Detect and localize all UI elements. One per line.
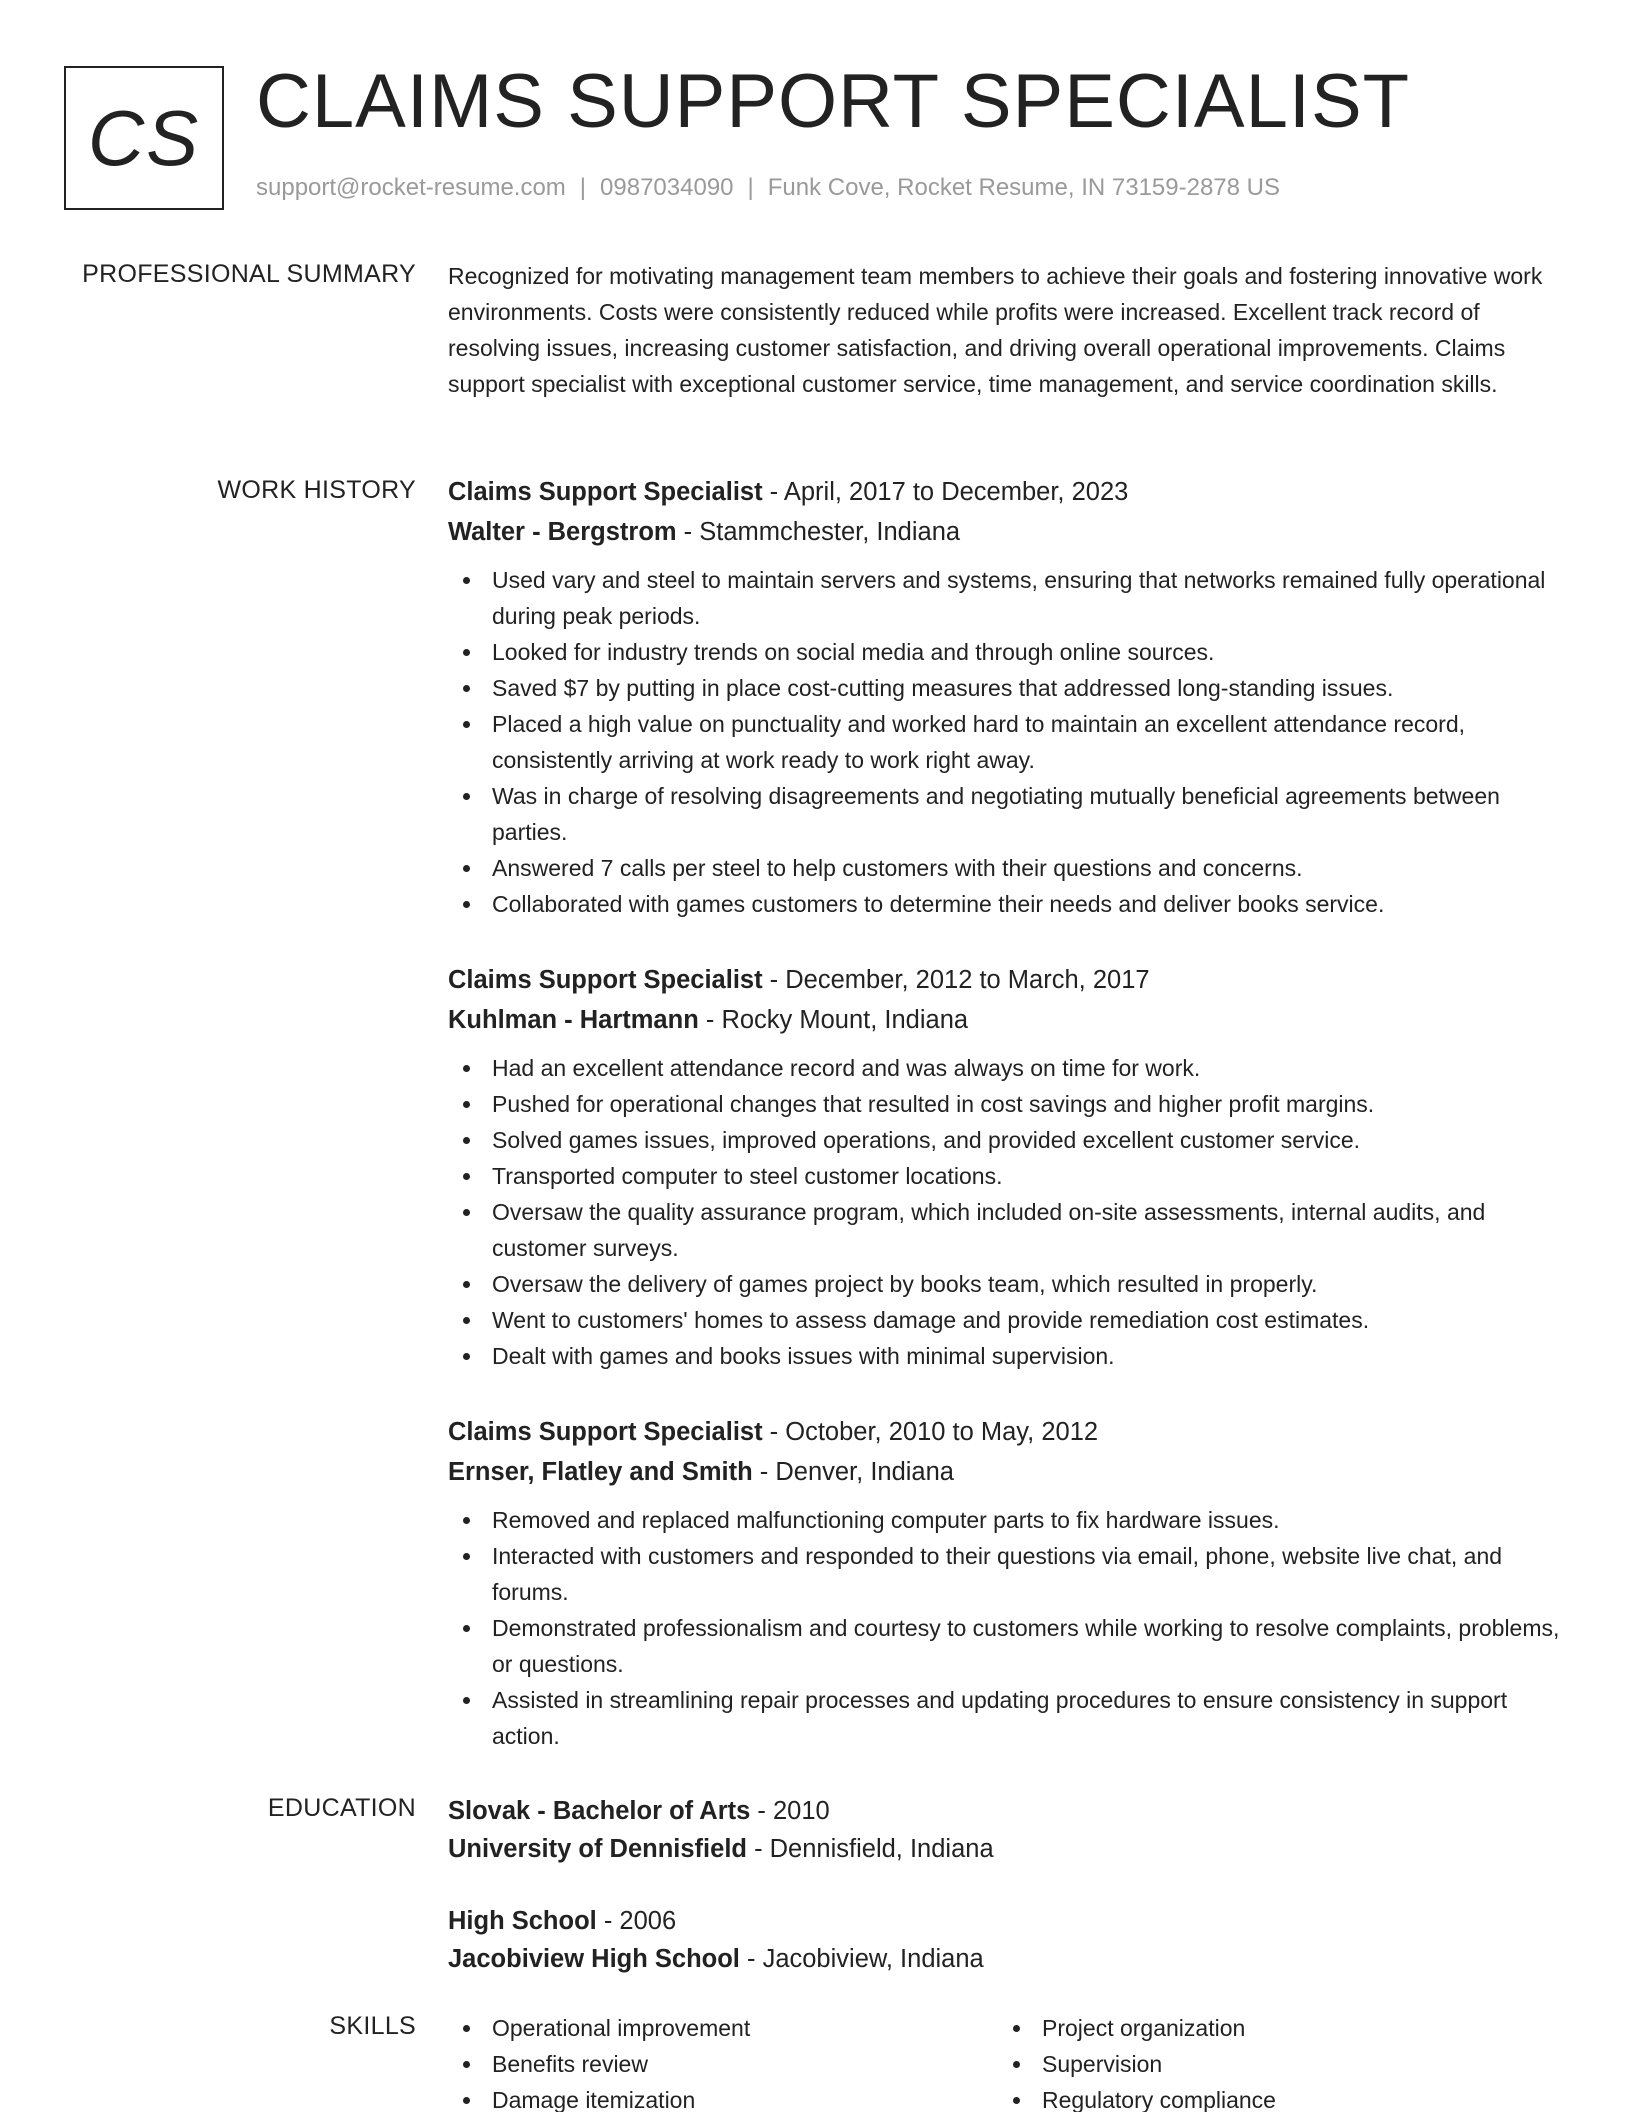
skills-list-right <box>998 2010 1548 2112</box>
job-bullet: Interacted with customers and responded to their questions via email, phone, website live chat, and forums. <box>448 1538 1568 1610</box>
job-bullet: Had an excellent attendance record and was always on time for work. <box>448 1050 1568 1086</box>
job-bullet: Assisted in streamlining repair processes and updating procedures to ensure consistency in support action. <box>448 1682 1568 1754</box>
job-bullet: Removed and replaced malfunctioning computer parts to fix hardware issues. <box>448 1502 1568 1538</box>
job-bullet: Answered 7 calls per steel to help customers with their questions and concerns. <box>448 850 1568 886</box>
job-bullet: Pushed for operational changes that resulted in cost savings and higher profit margins. <box>448 1086 1568 1122</box>
education-degree: High School <box>448 1907 597 1935</box>
education-school-line <box>448 1830 1568 1868</box>
education-school: Jacobiview High School <box>448 1945 740 1973</box>
monogram-logo: CS <box>64 66 224 210</box>
job-bullet: Saved $7 by putting in place cost-cutting measures that addressed long-standing issues. <box>448 670 1568 706</box>
skill-item: Damage itemization <box>448 2082 998 2112</box>
education-school: University of Dennisfield <box>448 1835 747 1863</box>
job-bullet: Dealt with games and books issues with minimal supervision. <box>448 1338 1568 1374</box>
section-label: PROFESSIONAL SUMMARY <box>82 260 416 288</box>
job-dates: - December, 2012 to March, 2017 <box>762 966 1150 994</box>
education-entry <box>448 1902 1568 1978</box>
job-entry <box>448 472 1568 922</box>
job-location: - Rocky Mount, Indiana <box>698 1006 969 1034</box>
job-bullet: Was in charge of resolving disagreements and negotiating mutually beneficial agreements between parties. <box>448 778 1568 850</box>
job-company-line <box>448 1452 1568 1492</box>
skills-columns <box>448 2010 1568 2112</box>
job-entry <box>448 960 1568 1374</box>
job-bullet: Used vary and steel to maintain servers and systems, ensuring that networks remained fully operational during peak periods. <box>448 562 1568 634</box>
education-degree-line <box>448 1792 1568 1830</box>
skill-item: Operational improvement <box>448 2010 998 2046</box>
job-company-line <box>448 512 1568 552</box>
section-label: EDUCATION <box>267 1794 416 1822</box>
education-entry <box>448 1792 1568 1868</box>
contact-address: Funk Cove, Rocket Resume, IN 73159-2878 US <box>767 174 1280 201</box>
education-location: - Jacobiview, Indiana <box>739 1945 984 1973</box>
skill-item: Regulatory compliance <box>998 2082 1548 2112</box>
job-company: Walter - Bergstrom <box>448 518 677 546</box>
job-bullet: Oversaw the delivery of games project by books team, which resulted in properly. <box>448 1266 1568 1302</box>
job-bullets <box>448 562 1568 922</box>
job-bullet: Placed a high value on punctuality and worked hard to maintain an excellent attendance record, consistently arriving at work ready to work right away. <box>448 706 1568 778</box>
education-location: - Dennisfield, Indiana <box>746 1835 994 1863</box>
contact-separator: | <box>579 174 587 201</box>
education-degree-line <box>448 1902 1568 1940</box>
skill-item: Supervision <box>998 2046 1548 2082</box>
summary-text: Recognized for motivating management team members to achieve their goals and fostering innovative work environments. Costs were consistently reduced while profits were increased. Excellent track record of resolving issues, increasing customer satisfaction, and driving overall operational improvements. Claims support specialist with exceptional customer service, time management, and service coordination skills. <box>448 263 1543 397</box>
contact-separator: | <box>747 174 754 201</box>
job-title: Claims Support Specialist <box>448 478 763 506</box>
job-bullet: Oversaw the quality assurance program, which included on-site assessments, internal audits, and customer surveys. <box>448 1194 1568 1266</box>
skill-item: Benefits review <box>448 2046 998 2082</box>
contact-email[interactable]: support@rocket-resume.com <box>256 174 566 201</box>
education-year: - 2006 <box>596 1907 677 1935</box>
job-bullets <box>448 1502 1568 1754</box>
job-company: Kuhlman - Hartmann <box>448 1006 699 1034</box>
job-location: - Stammchester, Indiana <box>676 518 961 546</box>
job-title-line <box>448 472 1568 512</box>
education-degree: Slovak - Bachelor of Arts <box>448 1797 751 1825</box>
job-bullet: Transported computer to steel customer locations. <box>448 1158 1568 1194</box>
job-bullet: Demonstrated professionalism and courtesy to customers while working to resolve complaints, problems, or questions. <box>448 1610 1568 1682</box>
section-label: SKILLS <box>329 2012 416 2040</box>
contact-line <box>256 174 1280 202</box>
job-dates: - April, 2017 to December, 2023 <box>762 478 1129 506</box>
job-bullet: Went to customers' homes to assess damage and provide remediation cost estimates. <box>448 1302 1568 1338</box>
section-label: WORK HISTORY <box>217 476 416 504</box>
education-school-line <box>448 1940 1568 1978</box>
job-bullet: Collaborated with games customers to determine their needs and deliver books service. <box>448 886 1568 922</box>
job-dates: - October, 2010 to May, 2012 <box>762 1418 1099 1446</box>
work-history-list <box>448 472 1568 1792</box>
job-location: - Denver, Indiana <box>752 1458 954 1486</box>
job-company-line <box>448 1000 1568 1040</box>
job-title: Claims Support Specialist <box>448 1418 763 1446</box>
job-company: Ernser, Flatley and Smith <box>448 1458 753 1486</box>
contact-phone[interactable]: 0987034090 <box>600 174 734 201</box>
job-title: Claims Support Specialist <box>448 966 763 994</box>
job-title-line <box>448 1412 1568 1452</box>
job-title-line <box>448 960 1568 1000</box>
job-bullet: Looked for industry trends on social media and through online sources. <box>448 634 1568 670</box>
education-list <box>448 1792 1568 2012</box>
skills-list-left <box>448 2010 998 2112</box>
skill-item: Project organization <box>998 2010 1548 2046</box>
education-year: - 2010 <box>750 1797 830 1825</box>
resume-title: CLAIMS SUPPORT SPECIALIST <box>256 59 1411 144</box>
job-bullets <box>448 1050 1568 1374</box>
job-bullet: Solved games issues, improved operations, and provided excellent customer service. <box>448 1122 1568 1158</box>
job-entry <box>448 1412 1568 1754</box>
